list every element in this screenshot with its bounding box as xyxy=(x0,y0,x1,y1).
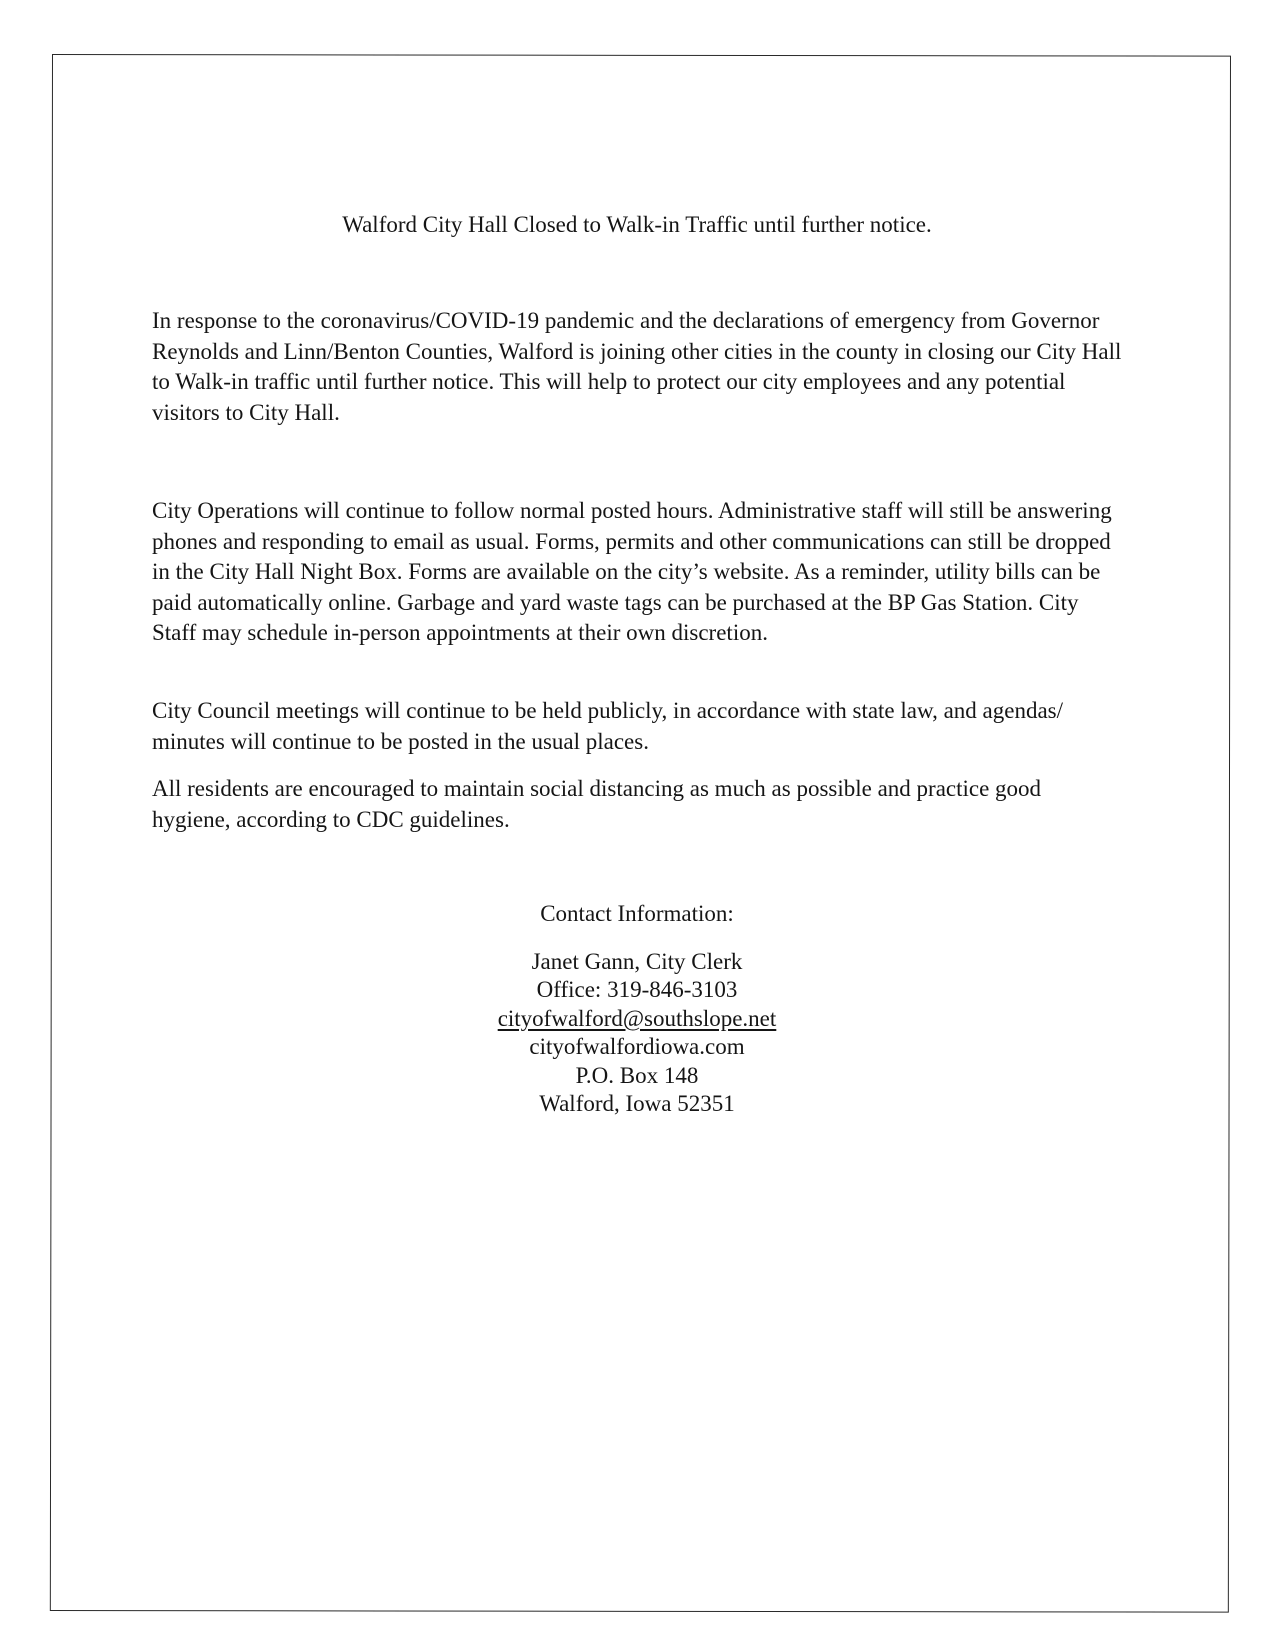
paragraph-covid-response: In response to the coronavirus/COVID-19 pandemic and the declarations of emergency from Governor Reynolds and Linn/Benton Counties, Walford is joining other cities in the county in closing our City Hall to Walk-in traffic until further notice. This will help to protect our city employees and any potential visitors to City Hall. xyxy=(152,308,1122,425)
contact-po-box: P.O. Box 148 xyxy=(575,1062,699,1088)
paragraph-council-meetings: City Council meetings will continue to be held publicly, in accordance with state law, and agendas/ minutes will continue to be posted in the usual places. xyxy=(152,698,1064,754)
contact-name-title: Janet Gann, City Clerk xyxy=(531,948,743,974)
contact-email-link[interactable]: cityofwalford@southslope.net xyxy=(497,1005,777,1031)
contact-website: cityofwalfordiowa.com xyxy=(529,1034,745,1059)
contact-office-phone: Office: 319-846-3103 xyxy=(536,977,738,1002)
contact-city-state-zip: Walford, Iowa 52351 xyxy=(539,1091,735,1116)
notice-headline: Walford City Hall Closed to Walk-in Traffic until further notice. xyxy=(342,212,932,237)
contact-block xyxy=(152,900,1122,1119)
paragraph-city-operations: City Operations will continue to follow normal posted hours. Administrative staff will still be answering phones and responding to email as usual. Forms, permits and other communications can still be dropped in the City Hall Night Box. Forms are available on the city’s website. As a reminder, utility bills can be paid automatically online. Garbage and yard waste tags can be purchased at the BP Gas Station. City Staff may schedule in-person appointments at their own discretion. xyxy=(152,498,1112,645)
contact-heading: Contact Information: xyxy=(540,901,734,926)
paragraph-social-distancing: All residents are encouraged to maintain social distancing as much as possible and practice good hygiene, according to CDC guidelines. xyxy=(152,776,1042,832)
